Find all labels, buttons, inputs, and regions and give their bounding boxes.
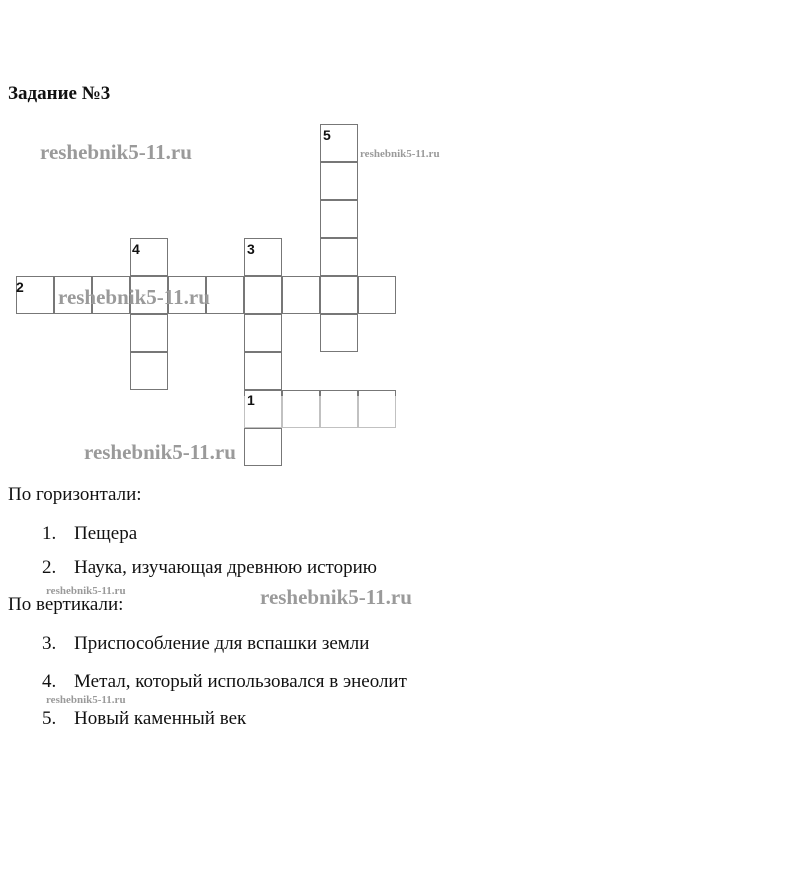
clue-index: 1. <box>42 523 57 544</box>
crossword-cell[interactable] <box>320 200 358 238</box>
watermark: reshebnik5-11.ru <box>58 285 210 309</box>
crossword-cell[interactable] <box>320 238 358 276</box>
crossword-cell[interactable] <box>320 276 358 314</box>
crossword-cell[interactable] <box>244 352 282 390</box>
watermark: reshebnik5-11.ru <box>84 440 236 464</box>
clue-text: Приспособление для вспашки земли <box>74 633 370 654</box>
watermark: reshebnik5-11.ru <box>260 585 412 609</box>
clue-number-1: 1 <box>247 392 255 408</box>
clue-number-4: 4 <box>132 241 140 257</box>
clue-vertical-5 <box>42 708 246 730</box>
watermark: reshebnik5-11.ru <box>40 140 192 164</box>
vertical-heading: По вертикали: <box>8 594 124 615</box>
crossword-cell[interactable] <box>282 276 320 314</box>
clue-vertical-3 <box>42 633 369 655</box>
watermark: reshebnik5-11.ru <box>46 585 126 597</box>
crossword-cell[interactable] <box>206 276 244 314</box>
horizontal-heading: По горизонтали: <box>8 484 142 505</box>
task-title: Задание №3 <box>8 83 111 104</box>
crossword-cell[interactable] <box>358 276 396 314</box>
clue-text: Наука, изучающая древнюю историю <box>74 557 377 578</box>
clue-vertical-4 <box>42 671 407 693</box>
clue-number-3: 3 <box>247 241 255 257</box>
clue-text: Пещера <box>74 523 138 544</box>
clue-index: 3. <box>42 633 57 654</box>
clue-horizontal-2 <box>42 557 377 579</box>
crossword-cell[interactable] <box>244 314 282 352</box>
crossword-cell[interactable] <box>130 314 168 352</box>
clue-index: 2. <box>42 557 57 578</box>
clue-horizontal-1 <box>42 523 137 545</box>
watermark: reshebnik5-11.ru <box>360 148 440 160</box>
clue-number-2: 2 <box>16 279 24 295</box>
crossword-cell[interactable] <box>320 162 358 200</box>
erased-area <box>14 396 414 428</box>
clue-number-5: 5 <box>323 127 331 143</box>
watermark: reshebnik5-11.ru <box>46 694 126 706</box>
clue-index: 4. <box>42 671 57 692</box>
clue-text: Новый каменный век <box>74 708 247 729</box>
clue-index: 5. <box>42 708 57 729</box>
crossword-cell[interactable] <box>244 428 282 466</box>
crossword-cell[interactable] <box>130 352 168 390</box>
crossword-cell[interactable] <box>320 314 358 352</box>
clue-text: Метал, который использовался в энеолит <box>74 671 407 692</box>
crossword-cell[interactable] <box>244 276 282 314</box>
